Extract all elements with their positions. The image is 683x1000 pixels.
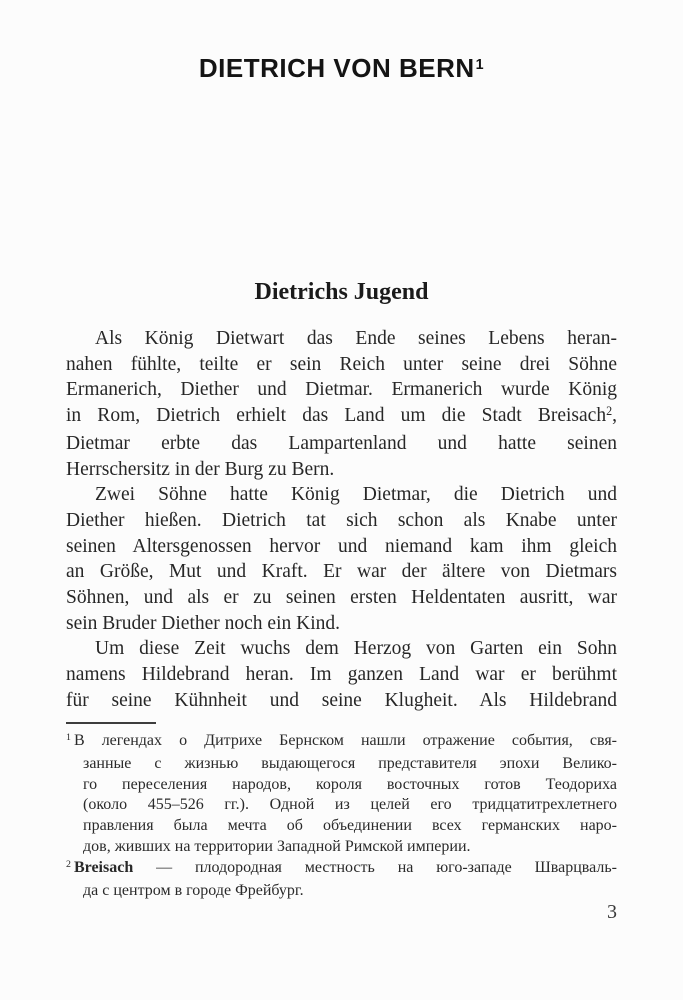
footnote-line [66,837,617,858]
text-segment: Um diese Zeit wuchs dem Herzog von Garten ein Sohn [95,638,617,660]
text-segment: го переселения народов, короля восточных готов Теодориха [83,775,617,793]
paragraph [66,636,617,713]
text-segment: , [612,405,617,427]
text-segment: Herrschersitz in der Burg zu Bern. [66,458,335,480]
text-segment: Dietmar erbte das Lampartenland und hatte seinen [66,432,617,454]
body-line [66,377,617,403]
footnote-line [66,881,617,902]
page-title [0,53,683,84]
footnote [66,731,617,858]
text-segment: (около 455–526 гг.). Одной из целей его тридцатитрехлетнего [83,796,617,814]
body-line [66,559,617,585]
body-line [66,585,617,611]
body-line [66,326,617,352]
footnote-separator-rule [66,722,156,724]
paragraph [66,326,617,482]
text-segment: Zwei Söhne hatte König Dietmar, die Dietrich und [95,484,617,506]
page-number: 3 [607,901,617,923]
text-segment: да с центром в городе Фрейбург. [83,881,304,899]
body-line [66,534,617,560]
body-line [66,636,617,662]
inline-footnote-ref: 2 [606,404,613,419]
bold-term: Breisach [73,858,134,876]
text-segment: — плодородная местность на юго-западе Шварцваль- [133,858,617,876]
footnote-line [66,816,617,837]
body-line [66,482,617,508]
text-segment: Ermanerich, Diether und Dietmar. Ermanerich wurde König [66,379,617,401]
body-line [66,611,617,637]
body-line [66,403,617,431]
body-line [66,352,617,378]
page-title-text: DIETRICH VON BERN [198,53,475,83]
text-segment: Söhnen, und als er zu seinen ersten Heldentaten ausritt, war [66,587,617,609]
section-heading: Dietrichs Jugend [254,279,429,305]
text-segment: nahen fühlte, teilte er sein Reich unter seine drei Söhne [66,353,617,375]
footnote-line [66,795,617,816]
text-segment: Als König Dietwart das Ende seines Lebens heran- [95,328,617,349]
footnote [66,858,617,902]
text-segment: занные с жизнью выдающегося представителя эпохи Велико- [83,754,617,772]
body-line [66,508,617,534]
footnotes [66,731,617,901]
text-segment: правления была мечта об объединении всех германских наро- [83,817,617,835]
body-line [66,457,617,483]
body-line [66,688,617,714]
footnote-line [66,754,617,775]
text-segment: für seine Kühnheit und seine Klugheit. Als Hildebrand [66,689,617,711]
footnote-line [66,731,617,754]
body-text [66,326,617,714]
footnote-marker: 2 [66,858,71,870]
body-line [66,431,617,457]
text-segment: В легендах о Дитрихе Бернском нашли отражение события, свя- [73,732,617,749]
text-segment: seinen Altersgenossen hervor und niemand kam ihm gleich [66,535,617,557]
text-segment: namens Hildebrand heran. Im ganzen Land war er berühmt [66,664,617,686]
text-segment: sein Bruder Diether noch ein Kind. [66,612,341,634]
title-footnote-ref: 1 [475,57,485,74]
text-segment: Diether hießen. Dietrich tat sich schon als Knabe unter [66,509,617,531]
text-segment: an Größe, Mut und Kraft. Er war der ältere von Dietmars [66,561,617,583]
footnote-marker: 1 [66,732,71,744]
text-segment: дов, живших на территории Западной Римской империи. [83,837,471,855]
footnote-line [66,775,617,796]
paragraph [66,482,617,636]
body-line [66,662,617,688]
text-segment: in Rom, Dietrich erhielt das Land um die Stadt Breisach [66,405,607,427]
footnote-line [66,858,617,881]
